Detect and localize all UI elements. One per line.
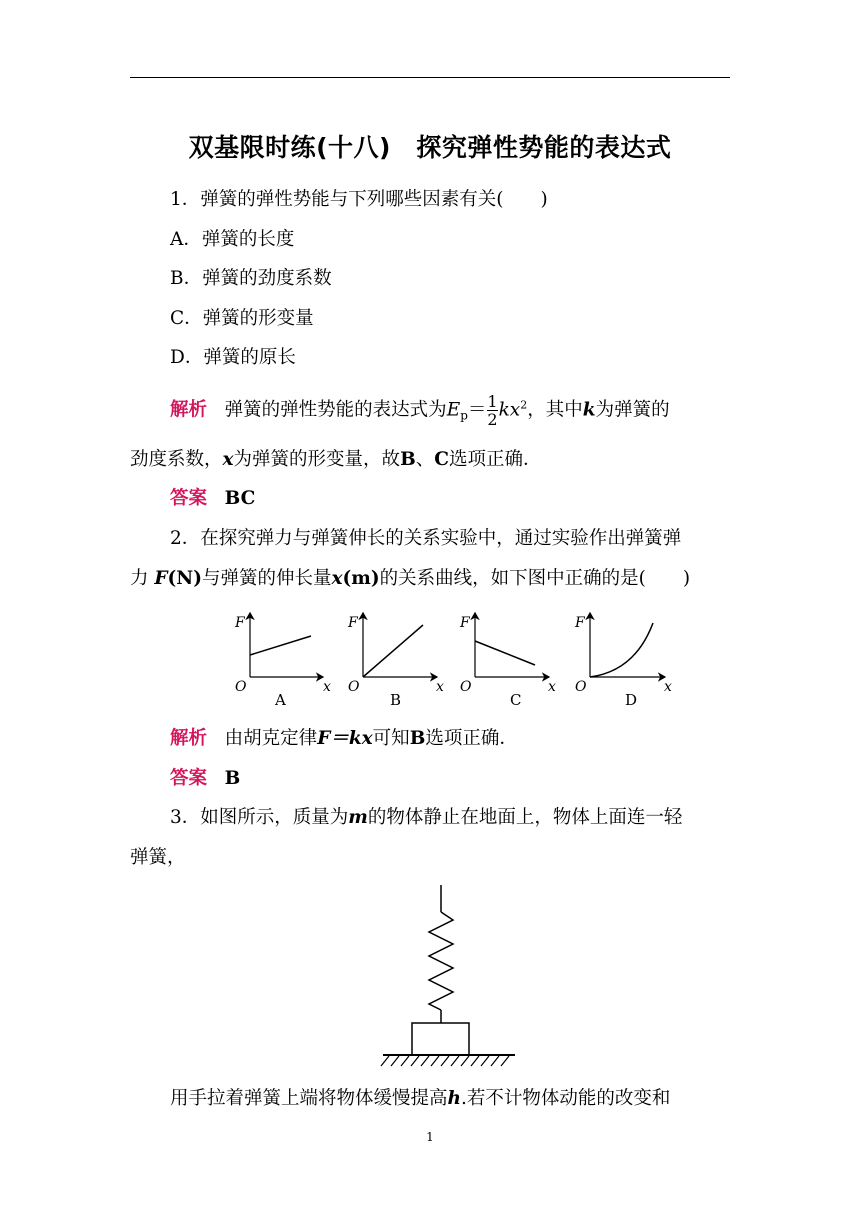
q2-stem2-b: 与弹簧的伸长量 <box>201 568 332 589</box>
q1-stem: 1．弹簧的弹性势能与下列哪些因素有关( ) <box>170 189 548 210</box>
q2-analysis-c: 选项正确． <box>425 728 518 749</box>
q1-option-d: D．弹簧的原长 <box>170 347 296 368</box>
graph-d-o-label: O <box>575 679 587 695</box>
q1-analysis-mid: ，其中 <box>527 399 583 421</box>
q1-formula-kx: kx <box>498 399 521 421</box>
q1-formula-eq: ＝ <box>467 399 487 421</box>
page-number: 1 <box>426 1130 434 1144</box>
graph-b-f-label: F <box>348 615 358 631</box>
q3-stem-line2: 弹簧， <box>130 847 186 868</box>
q2-answer: B <box>224 768 241 789</box>
q2-analysis-a: 由胡克定律 <box>224 728 318 749</box>
q2-graphs-figure <box>225 605 685 715</box>
q1-analysis-line2-end: 选项正确． <box>448 449 542 470</box>
q3-stem1-b: 的物体静止在地面上，物体上面连一轻 <box>367 807 683 828</box>
q2-stem2-a: 力 <box>130 568 149 589</box>
graph-b-o-label: O <box>348 679 360 695</box>
spring-block-figure <box>375 880 525 1075</box>
q1-answer: BC <box>224 488 256 509</box>
q2-analysis-formula: F＝kx <box>317 728 373 749</box>
q1-analysis-line2-sep: 、 <box>415 449 435 470</box>
graph-b-x-label: x <box>436 679 444 695</box>
q1-formula-E: E <box>446 399 461 421</box>
q1-analysis-label: 解析 <box>170 399 208 421</box>
graph-b-label: B <box>390 691 402 709</box>
q1-formula-fraction: $\frac{1}{2}$ <box>487 392 498 429</box>
q1-option-c: C．弹簧的形变量 <box>170 308 314 329</box>
graph-c-label: C <box>510 691 522 709</box>
q1-analysis-line2-b: 为弹簧的形变量，故 <box>233 449 401 470</box>
graph-d-x-label: x <box>664 679 672 695</box>
spring-coil <box>429 912 453 1010</box>
q1-formula-k: k <box>582 399 596 421</box>
q3-stem1-m: m <box>348 807 368 828</box>
graph-a <box>234 613 331 709</box>
graph-a-o-label: O <box>235 679 247 695</box>
q3-stem-line3 <box>170 1087 670 1111</box>
q2-analysis-label: 解析 <box>170 728 208 749</box>
graph-a-label: A <box>275 691 286 709</box>
graph-d <box>574 613 672 709</box>
q2-stem2-F: F <box>154 568 168 589</box>
q3-stem3-a: 用手拉着弹簧上端将物体缓慢提高 <box>170 1088 448 1109</box>
q1-analysis-end: 为弹簧的 <box>595 399 670 421</box>
q1-answer-line <box>170 487 255 511</box>
graph-c <box>459 613 556 709</box>
q1-analysis-line2-a: 劲度系数， <box>130 449 223 470</box>
q2-stem2-c: 的关系曲线，如下图中正确的是( ) <box>379 568 691 589</box>
q1-analysis-line2-B: B <box>400 449 416 470</box>
graph-c-f-label: F <box>460 615 470 631</box>
page-title: 双基限时练(十八) 探究弹性势能的表达式 <box>188 133 672 162</box>
q2-analysis-line <box>170 727 518 751</box>
q2-stem2-N: (N) <box>167 568 202 589</box>
graph-b <box>347 613 444 709</box>
graph-d-f-label: F <box>575 615 585 631</box>
ground-hatching <box>381 1056 509 1066</box>
q2-answer-label: 答案 <box>170 768 208 789</box>
graph-a-f-label: F <box>235 615 245 631</box>
q1-analysis-line2 <box>130 448 541 472</box>
q1-analysis-line1 <box>170 393 670 428</box>
q1-analysis-line2-C: C <box>434 449 449 470</box>
q1-formula-sub: p <box>460 408 468 423</box>
q3-stem-line1 <box>170 806 682 830</box>
q1-option-b: B．弹簧的劲度系数 <box>170 268 332 289</box>
q3-stem1-a: 3．如图所示，质量为 <box>170 807 349 828</box>
q1-answer-label: 答案 <box>170 488 208 509</box>
graph-c-o-label: O <box>460 679 472 695</box>
mass-block <box>412 1023 469 1055</box>
q3-stem3-h: h <box>447 1088 461 1109</box>
q3-stem3-b: .若不计物体动能的改变和 <box>460 1088 671 1109</box>
q1-analysis-line2-x: x <box>222 449 234 470</box>
q2-analysis-B: B <box>409 728 426 749</box>
q1-analysis-text: 弹簧的弹性势能的表达式为 <box>224 399 447 421</box>
q2-stem-line2 <box>130 567 690 591</box>
q2-stem2-m: (m) <box>342 568 380 589</box>
graph-c-x-label: x <box>548 679 556 695</box>
graph-d-label: D <box>625 691 638 709</box>
header-rule <box>130 77 730 78</box>
q2-answer-line <box>170 767 240 791</box>
q2-analysis-b: 可知 <box>372 728 410 749</box>
graph-a-x-label: x <box>323 679 331 695</box>
q2-stem2-x: x <box>331 568 343 589</box>
q2-stem-line1: 2．在探究弹力与弹簧伸长的关系实验中，通过实验作出弹簧弹 <box>170 528 682 549</box>
q1-formula-sup: 2 <box>520 398 528 412</box>
q1-option-a: A．弹簧的长度 <box>170 229 295 250</box>
